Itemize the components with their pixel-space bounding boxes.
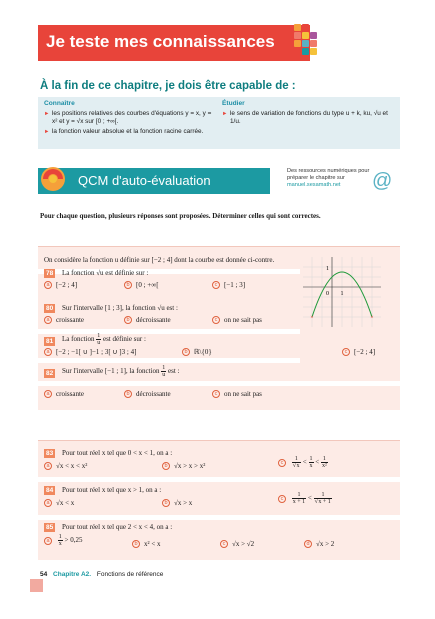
answer-a[interactable] [44, 390, 84, 399]
endpoint-left: × [310, 315, 314, 321]
frac-num: 1 [309, 456, 313, 462]
qcm-swirl-icon [40, 166, 66, 192]
answer-letter: b [124, 316, 132, 324]
fraction [309, 456, 314, 469]
answer-c[interactable] [212, 390, 262, 399]
answer-text: on ne sait pas [224, 316, 262, 324]
frac-den: u [162, 372, 166, 378]
footer-tab [30, 579, 43, 592]
goals-title: À la fin de ce chapitre, je dois être capable de : [40, 80, 296, 92]
answer-letter: c [278, 495, 286, 503]
fraction [161, 365, 166, 378]
resources-link[interactable]: manuel.sesamath.net [287, 182, 341, 188]
x-tick-one: 1 [340, 291, 344, 297]
answer-letter: b [124, 390, 132, 398]
answer-text: croissante [56, 316, 84, 324]
question-number: 85 [46, 524, 54, 531]
chapter-label: Chapitre A2. [53, 571, 92, 578]
goals-col-know [44, 100, 212, 138]
answer-text: √x > 2 [316, 540, 335, 548]
answer-text: √x < x < x² [56, 462, 88, 470]
instructions: Pour chaque question, plusieurs réponses sont proposées. Déterminer celles qui sont correctes. [40, 212, 321, 220]
goals-col1-item: ► la fonction valeur absolue et la fonction racine carrée. [44, 128, 212, 136]
goals-box [38, 97, 400, 149]
question-text [62, 333, 146, 346]
answer-text: √x > x > x² [174, 462, 206, 470]
answer-a[interactable] [44, 348, 136, 357]
answer-c[interactable]: c $\frac{1}{x + 1}$ < $\frac{1}{√x + 1}$ [278, 492, 332, 505]
answer-b[interactable] [132, 540, 161, 549]
answer-letter: a [44, 281, 52, 289]
resources-text: Des ressources numériques pour préparer le chapitre sur [287, 168, 370, 181]
question-number: 82 [46, 370, 54, 377]
answer-c[interactable] [220, 540, 254, 549]
fraction [96, 333, 101, 346]
question-number: 81 [46, 338, 54, 345]
answer-letter: b [132, 540, 140, 548]
frac-den: x + 1 [292, 499, 306, 505]
answer-letter: c [220, 540, 228, 548]
fraction [292, 492, 306, 505]
question-number: 78 [46, 270, 54, 277]
frac-den: x [309, 463, 313, 469]
goals-col-study [222, 100, 394, 128]
answer-letter: d [304, 540, 312, 548]
page-title: Je teste mes connaissances [46, 32, 275, 51]
answer-text: [−1 ; 3] [224, 281, 246, 289]
answer-letter: c [212, 316, 220, 324]
answer-a[interactable] [44, 534, 82, 547]
divider [38, 477, 400, 482]
answer-b[interactable] [124, 390, 171, 399]
answer-text: x² < x [144, 540, 161, 548]
answer-text: [−2 ; 4] [354, 348, 376, 356]
endpoint-right: × [370, 315, 374, 321]
answer-letter: b [182, 348, 190, 356]
at-icon: @ [372, 170, 393, 192]
answer-letter: a [44, 316, 52, 324]
resources-note [287, 168, 377, 189]
answer-a[interactable] [44, 499, 74, 508]
question-number: 84 [46, 487, 54, 494]
frac-num: 1 [162, 365, 166, 371]
divider [38, 358, 300, 363]
fraction [58, 534, 63, 547]
answer-b[interactable] [182, 348, 212, 357]
frac-num: 1 [292, 456, 301, 463]
answer-text: √x > √2 [232, 540, 255, 548]
answer-letter: c [212, 390, 220, 398]
answer-letter: a [44, 499, 52, 507]
answer-letter: b [162, 499, 170, 507]
answer-c[interactable] [212, 316, 262, 325]
answer-letter: c [212, 281, 220, 289]
question-text: Pour tout réel x tel que x > 1, on a : [62, 486, 162, 494]
frac-den: √x [292, 463, 300, 469]
frac-den: x² [321, 463, 327, 469]
frac-num: 1 [58, 534, 62, 540]
divider [38, 381, 400, 386]
answer-letter: b [124, 281, 132, 289]
page-footer [40, 571, 163, 578]
question-text [62, 365, 180, 378]
answer-a[interactable] [44, 316, 84, 325]
question-number: 83 [46, 450, 54, 457]
qcm-band [38, 168, 270, 194]
qcm-title: QCM d'auto-évaluation [78, 173, 211, 188]
answer-d[interactable] [304, 540, 334, 549]
answer-letter: c [278, 459, 286, 467]
answer-letter: a [44, 462, 52, 470]
answer-letter: c [342, 348, 350, 356]
question-box-2 [38, 440, 400, 560]
box1-statement: On considère la fonction u définie sur [−2 ; 4] dont la courbe est donnée ci-contre. [44, 256, 275, 264]
answer-b[interactable] [124, 281, 159, 290]
question-text: Pour tout réel x tel que 0 < x < 1, on a : [62, 449, 173, 457]
question-text: Pour tout réel x tel que 2 < x < 4, on a : [62, 523, 173, 531]
answer-text: √x > x [174, 499, 193, 507]
answer-text: décroissante [136, 316, 171, 324]
frac-num: 1 [322, 456, 326, 462]
answer-c[interactable]: c $\frac{1}{√x}$ < $\frac{1}{x}$ < $\frac{1}{\text{x²}}$ [278, 456, 328, 469]
title-banner [38, 25, 310, 61]
fraction [321, 456, 328, 469]
question-text: La fonction √u est définie sur : [62, 269, 149, 277]
goals-col2-item: ► le sens de variation de fonctions du type u + k, ku, √u et 1/u. [222, 110, 394, 126]
question-text-post: est définie sur : [102, 335, 146, 344]
chapter-title: Fonctions de référence [96, 571, 164, 578]
divider [38, 515, 400, 520]
answer-letter: a [44, 537, 52, 545]
question-text: Sur l'intervalle [1 ; 3], la fonction √u est : [62, 304, 178, 312]
function-graph [303, 257, 381, 327]
answer-a[interactable] [44, 281, 77, 290]
answer-b[interactable] [124, 316, 171, 325]
answer-letter: b [162, 462, 170, 470]
frac-den: u [97, 340, 101, 346]
frac-num: 1 [292, 492, 306, 499]
answer-a[interactable] [44, 462, 87, 471]
answer-letter: a [44, 390, 52, 398]
answer-text: [0 ; +∞[ [136, 281, 159, 289]
goals-col1-heading: Connaître [44, 100, 75, 107]
answer-text: √x < x [56, 499, 75, 507]
question-text-pre: La fonction [62, 335, 95, 344]
goals-col2-heading: Étudier [222, 100, 245, 107]
answer-letter: a [44, 348, 52, 356]
answer-text: croissante [56, 390, 84, 398]
fraction [292, 456, 301, 469]
page-number: 54 [40, 571, 48, 578]
y-tick-one: 1 [326, 266, 329, 272]
frac-num: 1 [97, 333, 101, 339]
answer-text: [−2 ; 4] [56, 281, 78, 289]
answer-c[interactable] [212, 281, 245, 290]
answer-c[interactable] [342, 348, 375, 357]
fraction [314, 492, 333, 505]
goals-col1-item: ► les positions relatives des courbes d'équations y = x, y = x² et y = √x sur [0 ; +∞[. [44, 110, 212, 126]
frac-den: √x + 1 [314, 499, 331, 505]
frac-num: 1 [314, 492, 333, 499]
answer-text: > 0,25 [64, 536, 83, 545]
question-text-post: est : [168, 367, 180, 376]
question-number: 80 [46, 305, 54, 312]
answer-b[interactable] [162, 499, 192, 508]
frac-den: x [58, 541, 62, 547]
answer-text: on ne sait pas [224, 390, 262, 398]
answer-text: [−2 ; −1[ ∪ ]−1 ; 3[ ∪ ]3 ; 4] [56, 348, 137, 356]
answer-b[interactable] [162, 462, 205, 471]
answer-text: ℝ\{0} [194, 348, 212, 356]
decorative-squares-icon [292, 22, 316, 62]
question-text-pre: Sur l'intervalle [−1 ; 1], la fonction [62, 367, 160, 376]
origin-label: 0 [326, 291, 329, 297]
answer-text: décroissante [136, 390, 171, 398]
